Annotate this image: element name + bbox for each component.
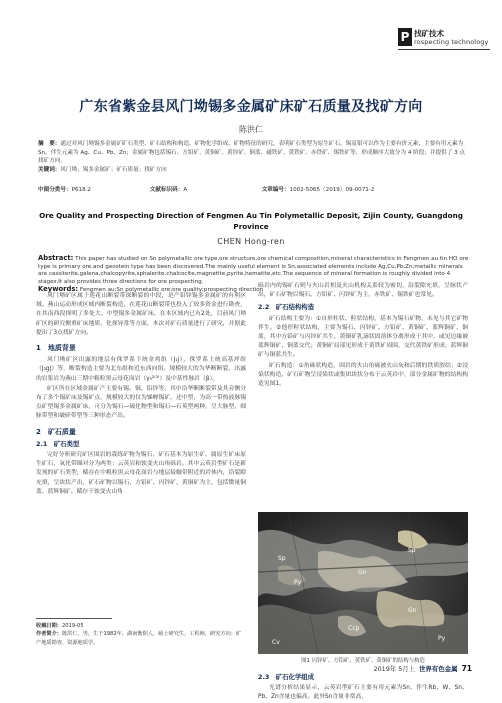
footnote-rule bbox=[36, 618, 112, 619]
figure-caption: 图1 闪锌矿、方铅矿、黄铁矿、黄铜矿的结构与构造 bbox=[301, 658, 425, 664]
section-2-1-paragraph: 完好分析研究矿区围岩的栽练矿物为锡石，矿石基本为原生矿。属原生矿床原生矿石，氧化带圈对分为两类：云英岩和蚀变火山角砾岩。其中云英岩型矿石是新发现的矿石类型，赋存在中粗粒黑云母花岗岩与地层接触带附近的岩体内，沿裂隙充填，呈块状产出，矿石矿物以锡石、方铅矿、闪锌矿、黄铜矿为主，包括微量铜蓝、蓝辉铜矿。赋存于蚀变火山角 bbox=[36, 452, 246, 495]
mineral-label: Sp bbox=[278, 555, 286, 562]
mineral-label: Gn bbox=[408, 607, 417, 614]
section-2-2-paragraph: 矿石构造：①角砾状构造，围岩的火山角砾被火山灰和后期的铁质胶结；②浸染状构造，矿石矿物呈浸染状或集团块状分布于云英岩中，部分金属矿物的结构构造见图1。 bbox=[258, 362, 468, 388]
classification-row bbox=[38, 185, 470, 193]
author-bio-label: 作者简介： bbox=[36, 631, 62, 638]
article-no-value: 1002-5065（2019）09-0071-2 bbox=[289, 187, 375, 193]
abstract-text: 通过对风门坳锡多金属矿矿石类型、矿石结构和构造、矿物化学组成、矿物特征的研究，表明矿石类型为原生矿石，锡及银可以作为主要有价元素；主要有用元素为 Sn，伴生元素为 Ag、Cu、Pb、Zn；金属矿物包括锡石、方铅矿、黄铜矿、黄锌矿、铜蓝、磁铁矿、黄铁矿、赤铁矿、锡铁矿等，形成顺序大致分为 4 阶段；并提供了 3 点找矿方向。 bbox=[38, 141, 466, 165]
section-1-heading: 1 地质背景 bbox=[36, 344, 76, 353]
article-no-label: 文章编号： bbox=[261, 187, 290, 193]
doc-code-value: A bbox=[183, 187, 188, 193]
clc-value: P618.2 bbox=[71, 187, 91, 193]
received-label: 收稿日期： bbox=[36, 623, 62, 629]
intro-paragraph: 风门坳矿区属于莲花山断裂带深断裂的中段，是产铅锌锡多金属矿的有利区域。燕山运动形成区域内断裂构造，在莲花山断裂带也投入了较多资金进行勘查，在其南西段探明了多处大、中型锡多金属矿床，在本区域内已有2处，目前风门坳矿区的研究侧重矿床地质、化探异常等方面，本次对矿石质量进行了研究，并据此提出了3点找矿方向。 bbox=[36, 293, 246, 336]
mineral-label: Py bbox=[294, 579, 302, 586]
section-1-paragraph: 风门坳矿区出露的地层有侏罗系下统金鸡组（J₁j），侏罗系上统高基坪组（J₃gj）等，断裂构造主要为北东组和近东西向组。规模较大的为华断断裂，出露的岩浆岩为燕山三期中粗粒黑云母花岗岩（γ₅²⁽³⁾）及中基性脉岩（β）。 bbox=[36, 357, 246, 382]
section-2-3-heading: 2.3 矿石化学组成 bbox=[258, 673, 315, 681]
author-name-en: CHEN Hong-ren bbox=[217, 237, 285, 246]
section-2-1-heading: 2.1 矿石类型 bbox=[36, 439, 80, 448]
issue-date: 2019年 5月上 bbox=[373, 665, 416, 673]
keywords-text: 风门坳；锡多金属矿；矿石质量；找矿方向 bbox=[60, 166, 167, 173]
mineral-label: Ccp bbox=[348, 625, 360, 632]
author-name-cn: 陈洪仁 bbox=[239, 125, 263, 134]
mineral-label: Gn bbox=[358, 569, 367, 576]
keywords-label: 关键词： bbox=[38, 166, 61, 173]
mineral-label: Cv bbox=[272, 639, 280, 646]
article-title-en: Ore Quality and Prospecting Direction of Fengmen Au Tin Polymetallic Deposit, Zijin County, Guangdong Province bbox=[39, 211, 463, 231]
page-number: 71 bbox=[461, 664, 472, 673]
column-name-cn: 找矿技术 bbox=[414, 29, 444, 38]
abstract-label: 摘 要： bbox=[38, 141, 61, 147]
doc-code-label: 文献标识码： bbox=[149, 187, 184, 193]
received-value: 2019-05 bbox=[61, 623, 84, 629]
footnote bbox=[36, 622, 246, 647]
body-left-column bbox=[36, 292, 246, 498]
micrograph-image bbox=[258, 512, 468, 654]
section-2-heading: 2 矿石质量 bbox=[36, 427, 76, 436]
article-title-cn: 广东省紫金县风门坳锡多金属矿床矿石质量及找矿方向 bbox=[79, 99, 423, 115]
header-rule bbox=[398, 49, 490, 50]
abstract-en-label: Abstract: bbox=[38, 254, 74, 262]
column-logo bbox=[398, 28, 490, 48]
clc-label: 中图分类号： bbox=[38, 187, 72, 193]
keywords-en-text: Fengmen au;Sn polymetallic ore;ore quality;prospecting direction bbox=[79, 287, 264, 294]
section-1-paragraph: 矿区所在区域金属矿产主要有锡、铜、铅锌等，其中沿华断断裂带及其旁侧分布了多个锡矿床及锡矿点，规模较大的仅为锑蝉锡矿，还中型，为高一带热液脉锡点矿型锡多金属矿床，可分为锡石—硫化物型和锡石—石英型两种，呈大脉型、细脉带型和破碎带型等三种形态产出。 bbox=[36, 385, 246, 420]
mineral-label: Sp bbox=[408, 547, 416, 554]
micrograph-figure bbox=[258, 512, 468, 654]
abstract-en-text: This paper has studied on Sn polymetallic ore type,ore structure,ore chemical composition,mineral characteristics in Fengmen au tin HO ore type is primary ore,and geostein type has been discovered.The mainly useful element is Sn,associated elements include Ag,Cu,Pb,Zn;metallic minerals are cassiterite,galena,chalcopyrite,sphalerite,chalcocite,magnetite,pyrite,hematite,etc.The sequence of mineral formation is roughly divided into 4 stages.It also provides three directions for ore prospecting. bbox=[38, 256, 469, 285]
section-2-2-heading: 2.2 矿石结构构造 bbox=[258, 303, 315, 312]
magazine-name: 世界有色金属 bbox=[419, 665, 458, 673]
body-right-column bbox=[258, 282, 468, 390]
abstract-cn bbox=[38, 140, 470, 174]
page-footer bbox=[374, 664, 472, 673]
column-badge: P bbox=[398, 28, 412, 46]
column-name-en: rospecting technology bbox=[414, 38, 489, 46]
section-2-3-paragraph: 光谱分析结果显示，云英岩型矿石主要有用元素为Sn，伴生Rb、W、Sn、Pb、Zn含量也偏高。此外Sn含量非常高， bbox=[258, 685, 468, 701]
section-2-2-paragraph: 矿石结构主要为：①自形柱状、粒状结构，基本为锡石矿物，未见与其它矿物伴生。②他形粒状结构，主要为锡石、闪锌矿、方铅矿、黄铜矿、蓝辉铜矿、铜蓝，其中方铅矿与闪锌矿共生，黄铜矿乳滴状固溶体分离形成于其中，或见边缘被蓝辉铜矿、铜蓝交代；黄铜矿局部见形成于黄铁矿周围，交代黄铁矿形成；蓝辉铜矿与铜蓝共生。 bbox=[258, 315, 468, 359]
keywords-en-label: Keywords: bbox=[38, 285, 79, 294]
mineral-label: Py bbox=[438, 635, 446, 642]
author-bio-value: 陈洪仁，男，生于1982年，湖南衡阳人，硕士研究生，工程师，研究方向：矿产地质勘查、资源地质学。 bbox=[36, 631, 242, 646]
continued-paragraph: 砾岩内的锡矿石则与火山岩相及火山机构关系较为密切，沿裂隙充填，呈脉状产出，矿石矿物以锡石、方铅矿、闪锌矿为主，赤铁矿、锡铁矿也常见。 bbox=[258, 283, 468, 299]
